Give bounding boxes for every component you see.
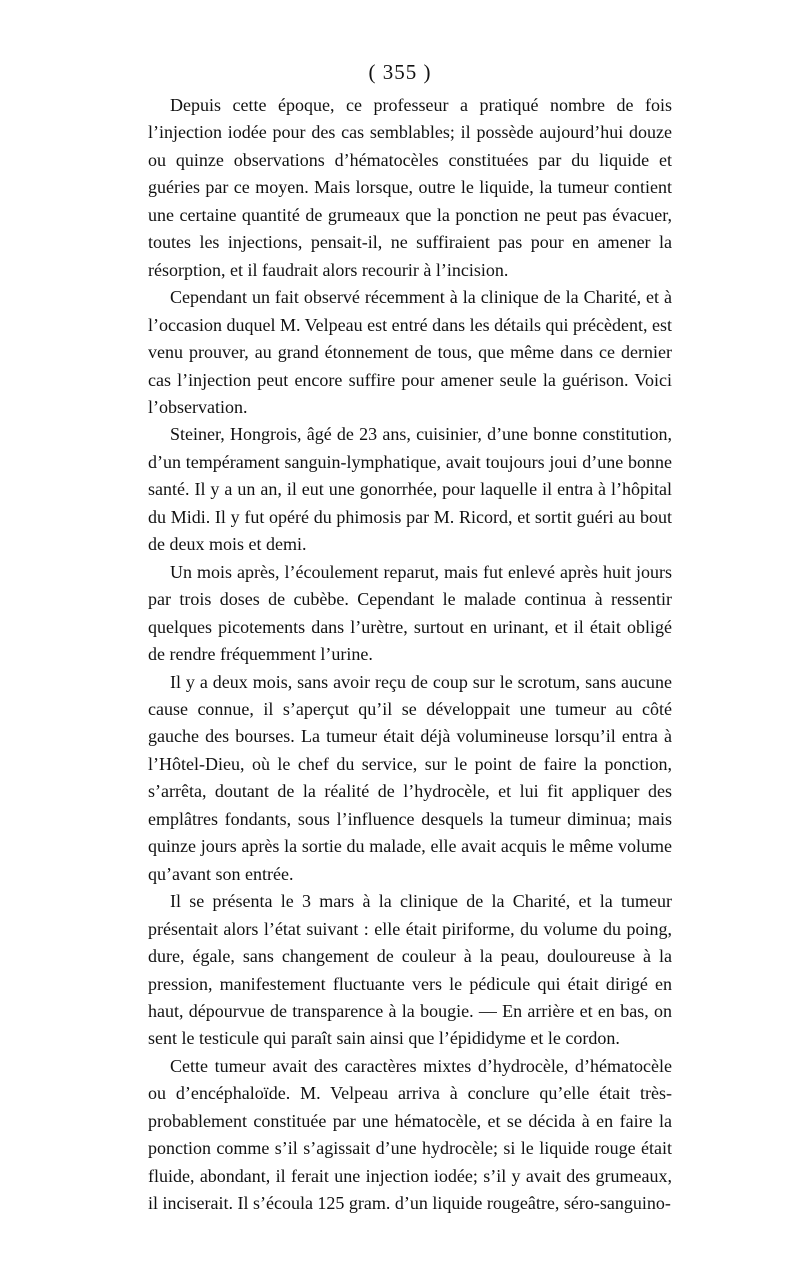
paragraph-7: Cette tumeur avait des caractères mixtes d’hydrocèle, d’hématocèle ou d’encéphaloïde. M. Velpeau arriva à conclure qu’elle était très-probablement constituée par une hématocèle, et se décida à en faire la ponction comme s’il s’agissait d’une hydrocèle; si le liquide rouge était fluide, abondant, il ferait une injection iodée; s’il y avait des grumeaux, il inciserait. Il s’écoula 125 gram. d’un liquide rougeâtre, séro-sanguino- [148, 1055, 672, 1214]
body-text [148, 92, 672, 1218]
paragraph-4: Un mois après, l’écoulement reparut, mais fut enlevé après huit jours par trois doses de cubèbe. Cependant le malade continua à ressentir quelques picotements dans l’urètre, surtout en urinant, et il était obligé de rendre fréquemment l’urine. [148, 561, 672, 665]
paragraph-1: Depuis cette époque, ce professeur a pratiqué nombre de fois l’injection iodée pour des cas semblables; il possède aujourd’hui douze ou quinze observations d’hématocèles constituées par du liquide et guéries par ce moyen. Mais lorsque, outre le liquide, la tumeur contient une certaine quantité de grumeaux que la ponction ne peut pas évacuer, toutes les injections, pensait-il, ne suffiraient pas pour en amener la résorption, et il faudrait alors recourir à l’incision. [148, 95, 672, 280]
page-number: ( 355 ) [368, 60, 432, 84]
paragraph-2: Cependant un fait observé récemment à la clinique de la Charité, et à l’occasion duquel M. Velpeau est entré dans les détails qui précèdent, est venu prouver, au grand étonnement de tous, que même dans ce dernier cas l’injection peut encore suffire pour amener seule la guérison. Voici l’observation. [148, 287, 673, 417]
paragraph-3: Steiner, Hongrois, âgé de 23 ans, cuisinier, d’une bonne constitution, d’un tempérament sanguin-lymphatique, avait toujours joui d’une bonne santé. Il y a un an, il eut une gonorrhée, pour laquelle il entra à l’hôpital du Midi. Il y fut opéré du phimosis par M. Ricord, et sortit guéri au bout de deux mois et demi. [148, 424, 672, 555]
paragraph-6: Il se présenta le 3 mars à la clinique de la Charité, et la tumeur présentait alors l’état suivant : elle était piriforme, du volume du poing, dure, égale, sans changement de couleur à la peau, douloureuse à la pression, manifestement fluctuante vers le pédicule qui était dirigé en haut, dépourvue de transparence à la bougie. — En arrière et en bas, on sent le testicule qui paraît sain ainsi que l’épididyme et le cordon. [148, 891, 672, 1049]
paragraph-5: Il y a deux mois, sans avoir reçu de coup sur le scrotum, sans aucune cause connue, il s’aperçut qu’il se développait une tumeur au côté gauche des bourses. La tumeur était déjà volumineuse lorsqu’il entra à l’Hôtel-Dieu, où le chef du service, sur le point de faire la ponction, s’arrêta, doutant de la réalité de l’hydrocèle, et lui fit appliquer des emplâtres fondants, sous l’influence desquels la tumeur diminua; mais quinze jours après la sortie du malade, elle avait acquis le même volume qu’avant son entrée. [148, 671, 672, 884]
